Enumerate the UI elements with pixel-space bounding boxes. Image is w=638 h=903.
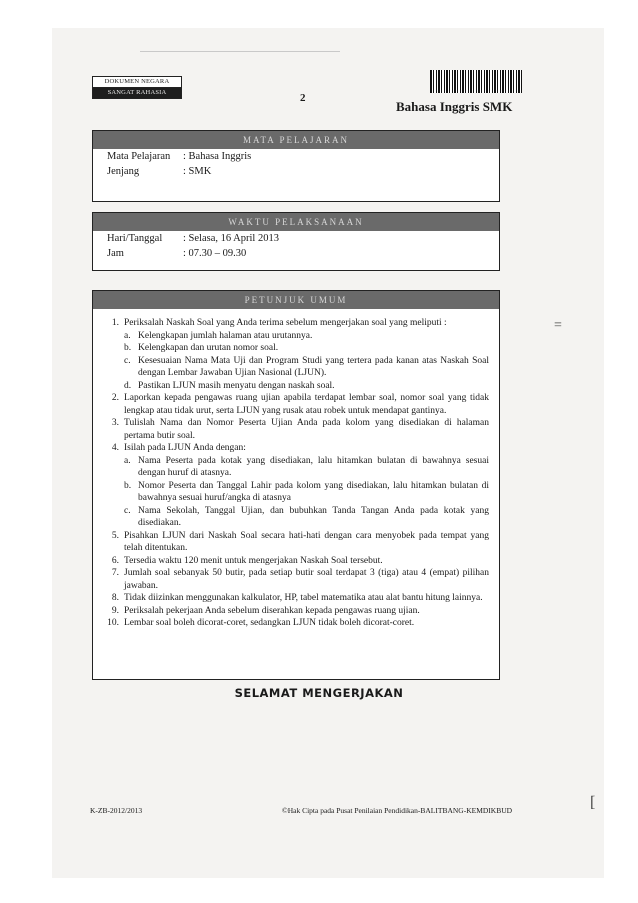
sub-item	[124, 330, 489, 343]
header-subject: Bahasa Inggris SMK	[396, 99, 513, 114]
closing-message: SELAMAT MENGERJAKAN	[234, 686, 404, 700]
info-row	[93, 164, 499, 179]
subject-box-title: MATA PELAJARAN	[93, 131, 499, 149]
instruction-number: 5.	[111, 530, 119, 541]
instruction-number: 6.	[111, 555, 119, 566]
stamp-line-1: DOKUMEN NEGARA	[93, 77, 181, 88]
info-row	[93, 149, 499, 164]
instruction-number: 4.	[111, 443, 119, 453]
instruction-text: Tidak diizinkan menggunakan kalkulator, HP, tabel matematika atau alat bantu hitung lainnya.	[124, 593, 483, 603]
instruction-text: Laporkan kepada pengawas ruang ujian apabila terdapat lembar soal, nomor soal yang tidak lengkap atau tidak urut, serta LJUN yang rusak atau robek untuk mendapat gantinya.	[124, 393, 489, 416]
barcode	[430, 70, 522, 93]
info-value: : Bahasa Inggris	[183, 151, 252, 162]
instruction-sublist	[124, 455, 489, 530]
instructions-box-title: PETUNJUK UMUM	[93, 291, 499, 309]
info-label: Hari/Tanggal	[107, 233, 163, 244]
instruction-text: Jumlah soal sebanyak 50 butir, pada setiap butir soal terdapat 3 (tiga) atau 4 (empat) pilihan jawaban.	[124, 568, 489, 591]
footer-copyright: ©Hak Cipta pada Pusat Penilaian Pendidikan-BALITBANG-KEMDIKBUD	[282, 806, 513, 815]
info-row	[93, 246, 499, 261]
instruction-item	[93, 555, 489, 568]
scan-mark: =	[554, 318, 562, 333]
sub-letter: b.	[124, 343, 132, 353]
sub-item	[124, 480, 489, 505]
sub-item	[124, 380, 489, 393]
instruction-number: 8.	[111, 593, 119, 603]
scan-artifact-line	[140, 51, 340, 52]
instruction-item	[93, 530, 489, 555]
instruction-number: 10.	[107, 618, 119, 628]
instruction-number: 9.	[111, 605, 119, 616]
info-value: : Selasa, 16 April 2013	[183, 233, 279, 244]
instruction-item	[93, 317, 489, 392]
instruction-text: Tulislah Nama dan Nomor Peserta Ujian Anda pada kolom yang disediakan di halaman pertama butir soal.	[124, 418, 489, 441]
instruction-text: Pisahkan LJUN dari Naskah Soal secara hati-hati dengan cara menyobek pada tempat yang telah ditentukan.	[124, 530, 489, 553]
subject-box	[92, 130, 500, 202]
sub-text: Kelengkapan dan urutan nomor soal.	[138, 343, 279, 353]
instruction-number: 1.	[111, 318, 119, 328]
sub-item	[124, 455, 489, 480]
instruction-item	[93, 617, 489, 630]
instruction-text: Periksalah Naskah Soal yang Anda terima sebelum mengerjakan soal yang meliputi :	[124, 318, 447, 328]
sub-text: Nomor Peserta dan Tanggal Lahir pada kolom yang disediakan, lalu hitamkan bulatan di bawahnya sesuai huruf/angka di atasnya	[138, 480, 489, 503]
info-value: : 07.30 – 09.30	[183, 248, 247, 259]
schedule-box	[92, 212, 500, 271]
sub-letter: a.	[124, 455, 131, 466]
sub-letter: b.	[124, 480, 132, 491]
instruction-item	[93, 567, 489, 592]
sub-item	[124, 355, 489, 380]
sub-text: Nama Sekolah, Tanggal Ujian, dan bubuhkan Tanda Tangan Anda pada kotak yang disediakan.	[138, 505, 489, 528]
sub-item	[124, 342, 489, 355]
sub-letter: a.	[124, 330, 131, 341]
instruction-item	[93, 605, 489, 618]
instruction-text: Lembar soal boleh dicorat-coret, sedangkan LJUN tidak boleh dicorat-coret.	[124, 618, 415, 628]
instruction-item	[93, 442, 489, 530]
info-value: : SMK	[183, 166, 212, 177]
instructions-box	[92, 290, 500, 680]
instruction-number: 7.	[111, 568, 119, 578]
footer-document-code: K-ZB-2012/2013	[90, 806, 143, 815]
info-label: Jenjang	[107, 166, 140, 177]
info-row	[93, 231, 499, 246]
instruction-item	[93, 592, 489, 605]
sub-text: Kesesuaian Nama Mata Uji dan Program Studi yang tertera pada kanan atas Naskah Soal dengan Lembar Jawaban Ujian Nasional (LJUN).	[138, 355, 489, 378]
sub-item	[124, 505, 489, 530]
instruction-item	[93, 392, 489, 417]
instruction-text: Tersedia waktu 120 menit untuk mengerjakan Naskah Soal tersebut.	[124, 555, 383, 566]
instruction-number: 2.	[111, 393, 119, 403]
info-label: Jam	[107, 248, 124, 259]
info-label: Mata Pelajaran	[107, 151, 171, 162]
instruction-item	[93, 417, 489, 442]
sub-letter: c.	[124, 355, 131, 366]
page-number: 2	[300, 92, 306, 104]
scan-mark: [	[590, 794, 596, 811]
sub-text: Kelengkapan jumlah halaman atau urutannya.	[138, 330, 313, 341]
instruction-sublist	[124, 330, 489, 393]
sub-letter: d.	[124, 380, 132, 391]
sub-text: Nama Peserta pada kotak yang disediakan, lalu hitamkan bulatan di bawahnya sesuai dengan huruf di atasnya.	[138, 455, 489, 478]
stamp-line-2: SANGAT RAHASIA	[93, 88, 181, 98]
instruction-number: 3.	[111, 418, 119, 428]
instruction-text: Periksalah pekerjaan Anda sebelum diserahkan kepada pengawas ruang ujian.	[124, 605, 420, 616]
instructions-list	[93, 317, 489, 630]
sub-text: Pastikan LJUN masih menyatu dengan naskah soal.	[138, 380, 335, 391]
document-classification-stamp	[92, 76, 182, 99]
sub-letter: c.	[124, 505, 131, 516]
schedule-box-title: WAKTU PELAKSANAAN	[93, 213, 499, 231]
instruction-text: Isilah pada LJUN Anda dengan:	[124, 443, 246, 453]
